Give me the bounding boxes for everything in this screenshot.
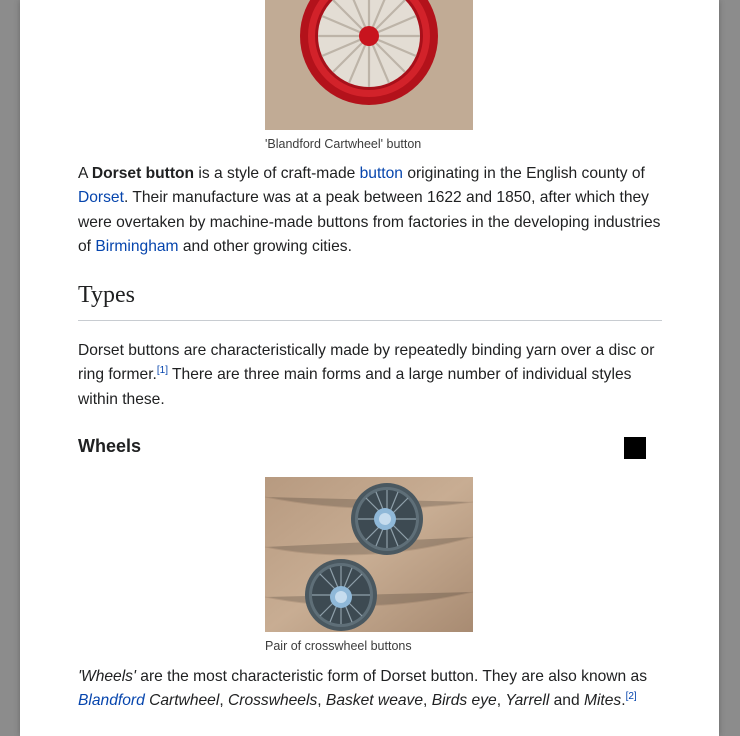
text: originating in the English county of	[402, 165, 645, 182]
text: 'Wheels'	[78, 668, 136, 685]
text: Mites	[583, 692, 622, 710]
intro-paragraph	[78, 162, 668, 260]
text: are the most characteristic form of Dorset button. They are also known as	[135, 668, 648, 685]
section-heading-wheels: Wheels	[78, 436, 142, 456]
article-page	[20, 0, 719, 736]
text: There are three main forms and a large number of individual styles within these.	[78, 366, 632, 408]
text: ,	[219, 692, 228, 710]
text: Basket weave	[325, 692, 424, 710]
text: Dorset buttons are characteristically made by repeatedly binding yarn over a disc or ring former.	[78, 342, 655, 384]
text: ,	[423, 692, 432, 710]
figure-cartwheel	[265, 0, 473, 151]
link-dorset[interactable]: Dorset	[78, 189, 124, 207]
text: Crosswheels	[227, 692, 318, 710]
text: ,	[496, 692, 506, 710]
figure-caption: Pair of crosswheel buttons	[265, 639, 412, 653]
reference-1-link[interactable]: [1]	[156, 365, 168, 377]
types-paragraph	[78, 339, 668, 412]
text: . Their manufacture was at a peak between 1622 and 1850, after which they were overtaken by machine-made buttons from factories in the developing industries of	[78, 189, 661, 256]
text: Cartwheel	[144, 692, 220, 710]
text: and other growing cities.	[178, 238, 352, 256]
text: Birds eye	[431, 692, 497, 710]
text: .	[621, 692, 626, 710]
wheels-paragraph	[78, 665, 668, 714]
section-heading-types: Types	[78, 282, 662, 321]
cartwheel-button-image[interactable]	[265, 0, 473, 130]
term-dorset-button: Dorset button	[91, 165, 195, 182]
text: ,	[317, 692, 326, 710]
link-birmingham[interactable]: Birmingham	[95, 238, 179, 256]
figure-caption: 'Blandford Cartwheel' button	[265, 137, 422, 151]
black-square-marker	[624, 437, 646, 459]
link-button[interactable]: button	[359, 165, 403, 182]
text: is a style of craft-made	[194, 165, 360, 182]
reference-2-link[interactable]: [2]	[625, 691, 637, 703]
crosswheel-buttons-image[interactable]	[265, 477, 473, 632]
text: and	[549, 692, 584, 710]
text: Yarrell	[505, 692, 550, 710]
figure-crosswheel	[265, 477, 473, 653]
link-blandford[interactable]: Blandford	[78, 692, 145, 710]
text: A	[78, 165, 92, 182]
